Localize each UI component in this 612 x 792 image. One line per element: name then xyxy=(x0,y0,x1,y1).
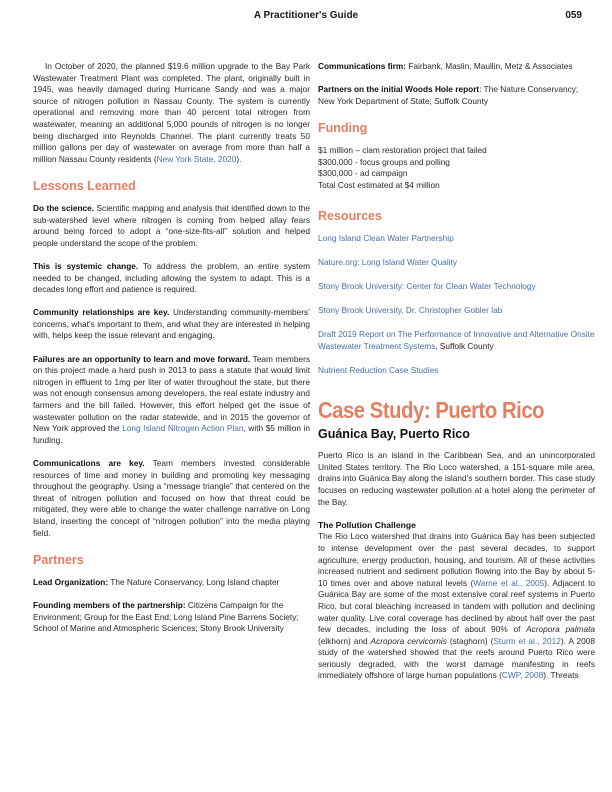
lesson-item: Do the science. Scientific mapping and analysis that identified down to the sub-watershed level where nitrogen is coming from helped allay fears around being forced to adopt a “one-size-fits-all” solution and helped people understand the scope of the problem. xyxy=(33,202,310,248)
running-title: A Practitioner's Guide xyxy=(253,10,359,21)
funding-line: $1 million – clam restoration project that failed xyxy=(318,144,487,155)
partners-heading: Partners xyxy=(33,553,84,568)
resource-link[interactable]: Nutrient Reduction Case Studies xyxy=(318,365,439,375)
citation-link[interactable]: New York State, 2020 xyxy=(156,153,237,164)
founding-members: Founding members of the partnership: Citizens Campaign for the Environment; Group for the East End; Long Island Pine Barrens Society; School of Marine and Atmospheric Sciences; Stony Brook University xyxy=(33,599,299,634)
left-column xyxy=(33,61,310,646)
funding-total: Total Cost estimated at $4 million xyxy=(318,179,440,190)
lead-organization: Lead Organization: The Nature Conservancy, Long Island chapter xyxy=(33,576,280,587)
lessons-learned-heading: Lessons Learned xyxy=(33,179,136,194)
case-study-title: Case Study: Puerto Rico xyxy=(318,396,545,423)
funding-line: $300,000 - ad campaign xyxy=(318,168,408,179)
resource-link[interactable]: Long Island Clean Water Partnership xyxy=(318,232,454,243)
woods-hole-partners: Partners on the initial Woods Hole report: The Nature Conservancy; New York Department of State; Suffolk County xyxy=(318,84,579,106)
pollution-challenge-heading: The Pollution Challenge xyxy=(318,519,416,530)
citation-link[interactable]: Warne et al., 2005 xyxy=(473,577,545,588)
funding-heading: Funding xyxy=(318,121,368,136)
case-study-intro: Puerto Rico is an island in the Caribbean Sea, and an unincorporated United States territory. The Rio Loco watershed, a 151-square mile area, drains into Guánica Bay along the island’s southern border. This case study focuses on reducing wastewater pollution at a hotel along the perimeter of the Bay. xyxy=(318,450,595,507)
intro-paragraph: In October of 2020, the planned $19.6 million upgrade to the Bay Park Wastewater Treatment Plant was completed. The plant, originally built in 1945, was heavily damaged during Hurricane Sandy and was a major source of nitrogen pollution in Nassau County. The system is currently operational and removing more than 40 percent total nitrogen from wastewater, meaning an additional 5,000 pounds of nitrogen is no longer being discharged into Reynolds Channel. The plant currently treats 50 million gallons per day of wastewater on average from more than half a million Nassau County residents (New York State, 2020). xyxy=(33,61,310,164)
funding-list xyxy=(318,145,595,191)
lesson-item: Community relationships are key. Understanding community-members’ concerns, what’s important to them, and what they are interested in helping with, helps keep the issue relevant and engaging. xyxy=(33,307,310,341)
funding-line: $300,000 - focus groups and polling xyxy=(318,156,450,167)
communications-firm: Communications firm: Fairbank, Maslin, Maullin, Metz & Associates xyxy=(318,61,573,71)
lesson-item: Communications are key. Team members invested considerable resources of time and money in building and promoting key messaging throughout the geography. Using a “message triangle” that centered on the threat of nitrogen pollution and focused on how that threat could be mitigated, they were able to change the water challenge narrative on Long Island, inserting the concept of “nitrogen pollution” into the media playing field. xyxy=(33,458,310,538)
resources-list xyxy=(318,233,595,377)
case-study-subtitle: Guánica Bay, Puerto Rico xyxy=(318,426,470,441)
lesson-item: This is systemic change. To address the problem, an entire system needed to be changed, including allowing the system to adapt. This is a decades long effort and patience is required. xyxy=(33,260,310,295)
resource-link[interactable]: Stony Brook University: Center for Clean Water Technology xyxy=(318,281,536,292)
resources-heading: Resources xyxy=(318,209,382,224)
citation-link[interactable]: Sturm et al., 2012 xyxy=(493,635,561,646)
citation-link[interactable]: CWP, 2008 xyxy=(501,670,544,681)
nitrogen-action-plan-link[interactable]: Long Island Nitrogen Action Plan xyxy=(122,423,244,434)
right-column xyxy=(318,61,595,694)
resource-link[interactable]: Draft 2019 Report on The Performance of Innovative and Alternative Onsite Wastewater Treatment Systems, Suffolk County xyxy=(318,329,595,351)
resource-link[interactable]: Nature.org: Long Island Water Quality xyxy=(318,257,457,268)
pollution-challenge-paragraph: The Rio Loco watershed that drains into Guánica Bay has been subjected to intense development over the past several decades, to support agriculture, energy production, housing, and tourism. All of these activities increased nutrient and sediment pollution flowing into the Bay by about 5-10 times over and above natural levels (Warne et al., 2005). Adjacent to Guánica Bay are some of the most extensive coral reef systems in Puerto Rico, but coral bleaching increased in tandem with pollution and declining water quality. Live coral coverage has declined by about half over the past few decades, including the loss of about 90% of Acropora palmata (elkhorn) and Acropora cervicornis (staghorn) (Sturm et al., 2012). A 2008 study of the watershed showed that the reefs around Puerto Rico were seriously degraded, with the worst damage manifesting in reefs immediately offshore of large human populations (CWP, 2008). Threats xyxy=(318,531,596,681)
page-number: 059 xyxy=(565,10,582,21)
resource-link[interactable]: Stony Brook University, Dr. Christopher Gobler lab xyxy=(318,305,503,316)
lesson-item: Failures are an opportunity to learn and move forward. Team members on this project made a hard push in 2013 to pass a statute that would limit nitrogen in effluent to 1mg per liter of water throughout the state, but there was not enough consensus among developers, the real estate industry and farmers and the bill failed. However, this effort helped get the issue of wastewater pollution on the radar statewide, and in 2015 the governor of New York approved the Long Island Nitrogen Action Plan, with $5 million in funding. xyxy=(33,353,311,445)
